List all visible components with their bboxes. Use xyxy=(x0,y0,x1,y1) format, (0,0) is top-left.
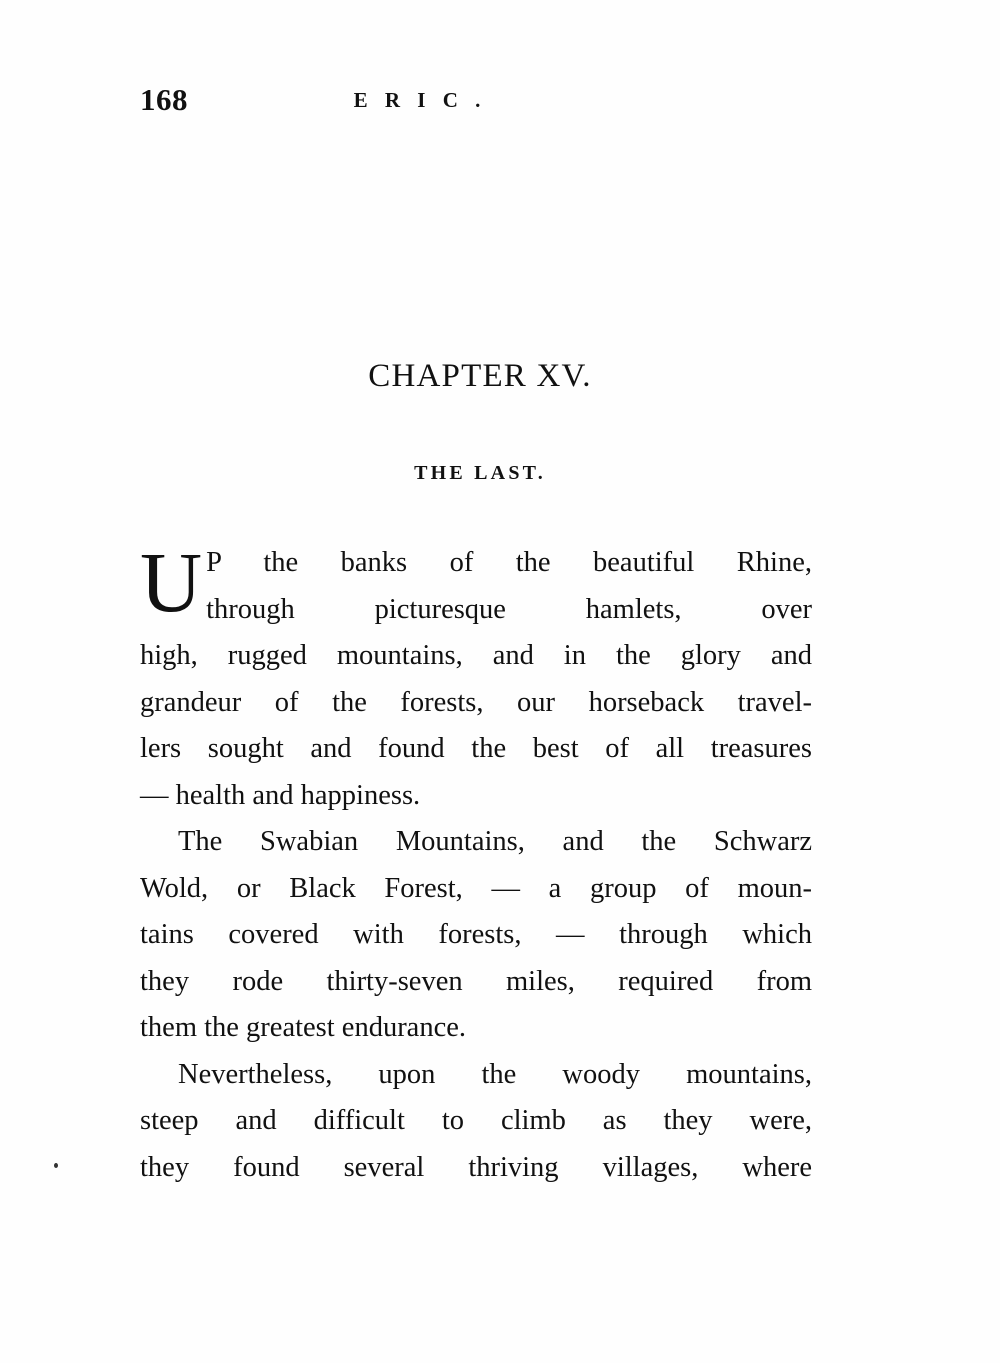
text-line: — health and happiness. xyxy=(140,779,421,811)
text-line: them the greatest endurance. xyxy=(140,1012,467,1043)
drop-cap: U xyxy=(140,534,203,630)
text-line: grandeur of the forests, our horseback travel- xyxy=(140,686,812,718)
text-line: Nevertheless, upon the woody mountains, xyxy=(178,1058,812,1090)
text-line: steep and difficult to climb as they were, xyxy=(140,1105,812,1136)
text-line: lers sought and found the best of all treasures xyxy=(140,733,812,764)
text-line: through picturesque hamlets, over xyxy=(206,593,812,625)
text-line: tains covered with forests, — through which xyxy=(140,919,812,950)
running-head-title: E R I C . xyxy=(353,88,487,112)
text-line: they found several thriving villages, where xyxy=(140,1151,812,1183)
text-line: they rode thirty-seven miles, required from xyxy=(140,965,812,997)
chapter-title: CHAPTER XV. xyxy=(368,358,592,394)
text-line: high, rugged mountains, and in the glory and xyxy=(140,640,812,671)
running-head xyxy=(140,82,820,122)
page-number: 168 xyxy=(140,82,188,117)
paragraph-3 xyxy=(140,1052,812,1192)
ink-speck xyxy=(54,1163,58,1168)
paragraph-1 xyxy=(140,534,812,819)
chapter-subtitle: THE LAST. xyxy=(414,462,546,484)
text-line: Wold, or Black Forest, — a group of moun- xyxy=(140,872,812,904)
body-text xyxy=(140,534,812,1191)
paragraph-2 xyxy=(140,819,812,1052)
text-line: The Swabian Mountains, and the Schwarz xyxy=(178,826,812,857)
text-line: P the banks of the beautiful Rhine, xyxy=(206,547,812,578)
